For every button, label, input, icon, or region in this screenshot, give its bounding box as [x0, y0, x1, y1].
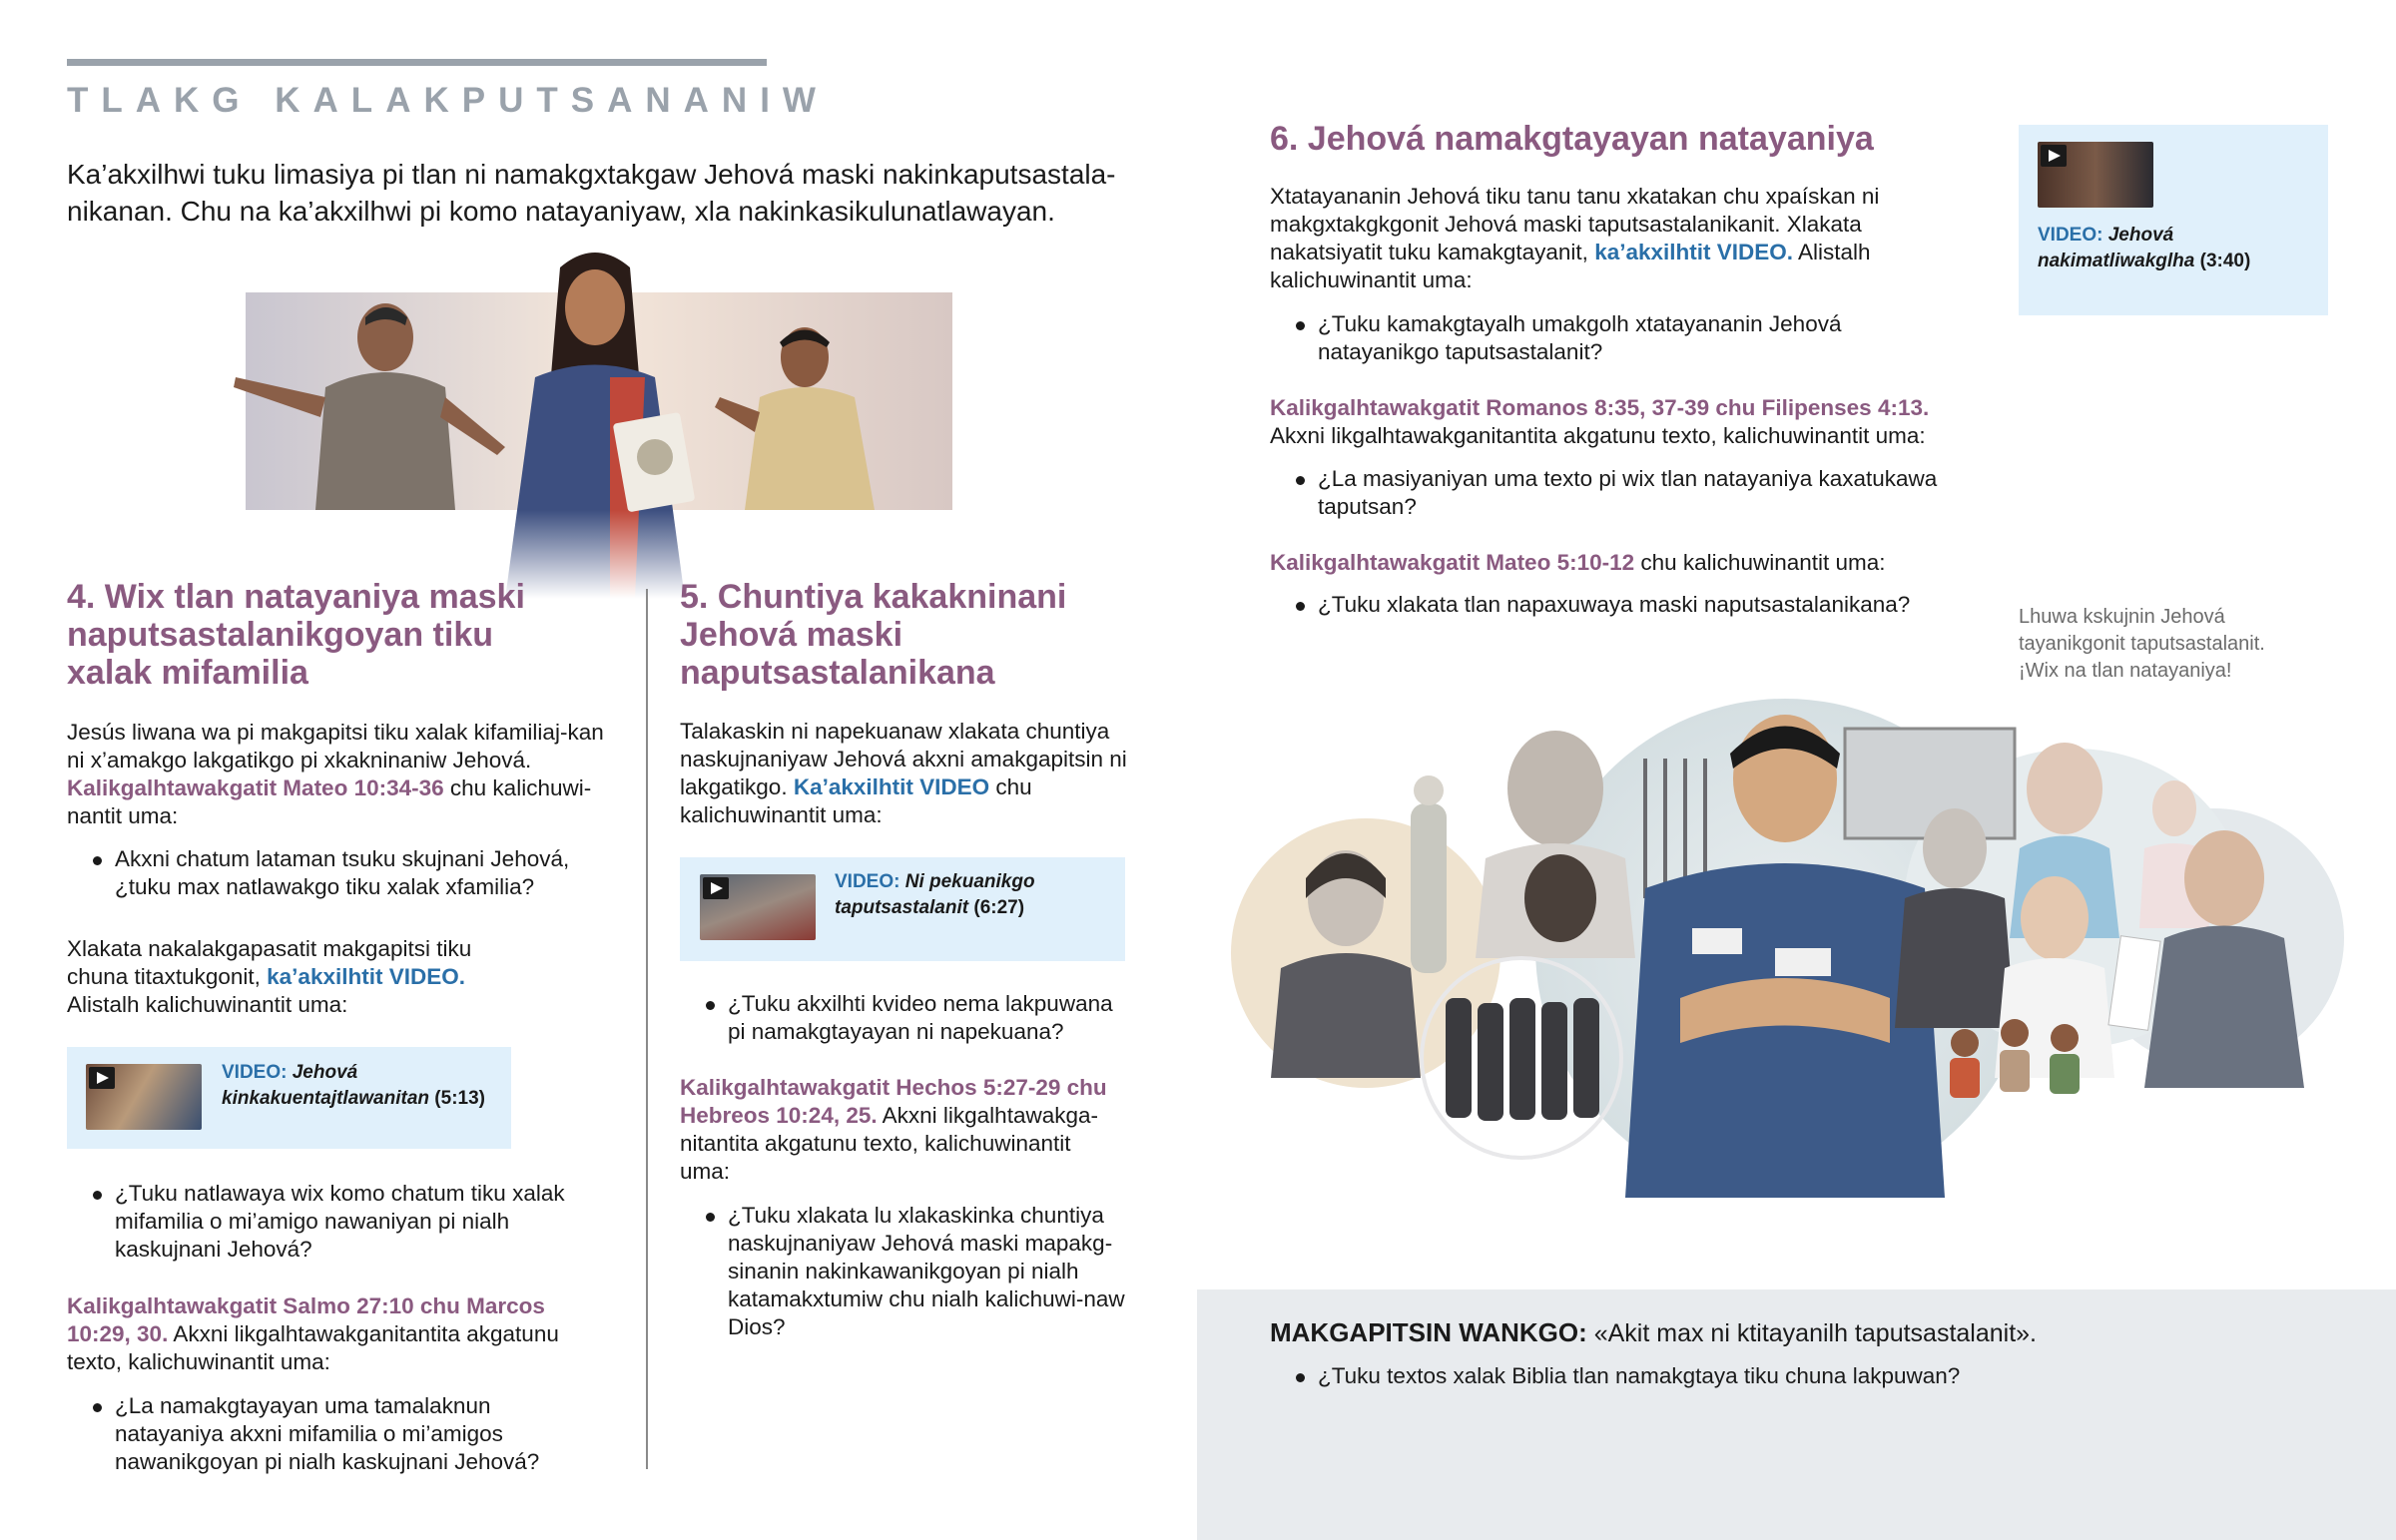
column-divider — [646, 589, 648, 1469]
video-title: Ni pekuanikgo taputsastalanit — [835, 871, 1035, 918]
section5-bullet2: ¿Tuku xlakata lu xlakaskinka chuntiya naskujnaniyaw Jehová maski mapakg-sinanin nakinkawanikgoyan pi nialh katamakxtumiw chu nialh kalichuwi-naw Dios? — [680, 1202, 1129, 1341]
section5-video-thumbnail[interactable] — [700, 874, 816, 940]
section5-video-link[interactable]: Ka’akxilhtit VIDEO — [793, 774, 990, 799]
video-label: VIDEO: — [222, 1062, 288, 1083]
section4-bullet3: ¿La namakgtayayan uma tamalaknun natayaniya akxni mifamilia o mi’amigos nawanikgoyan pi nialh kaskujnani Jehová? — [67, 1392, 576, 1476]
video-title: Jehová nakimatliwakglha — [2038, 225, 2195, 271]
section4-bullet2: ¿Tuku natlawaya wix komo chatum tiku xalak mifamilia o mi’amigo nawaniyan pi nialh kaskujnani Jehová? — [67, 1180, 606, 1264]
section6-bullet3: ¿Tuku xlakata tlan napaxuwaya maski naputsastalanikana? — [1270, 591, 1949, 619]
section6-video-link[interactable]: ka’akxilhtit VIDEO. — [1594, 240, 1794, 264]
section6-p3-tail: chu kalichuwinantit uma: — [1640, 550, 1886, 575]
section5-p2-scripture[interactable]: Kalikgalhtawakgatit Hechos 5:27-29 chu Hebreos 10:24, 25. — [680, 1075, 1107, 1128]
video-label: VIDEO: — [835, 871, 900, 892]
section5-p2-tail: Akxni likgalhtawakga-nitantita akgatunu texto, kalichuwinantit uma: — [680, 1103, 1098, 1184]
section6-bullets3 — [1270, 591, 1949, 619]
intro-text: Ka’akxilhwi tuku limasiya pi tlan ni namakgxtakgaw Jehová maski nakinkaputsastala-nikanan. Chu na ka’akxilhwi pi komo natayaniyaw, xla nakinkasikulunatlawayan. — [67, 159, 1116, 227]
video-duration: (5:13) — [434, 1088, 485, 1109]
section5-heading: 5. Chuntiya kakakninani Jehová maski naputsastalanikana — [680, 578, 1067, 692]
play-icon[interactable] — [2041, 145, 2067, 167]
section6-bullets1 — [1270, 310, 1909, 366]
section5-p1-tail: chu kalichuwinantit uma: — [680, 774, 1032, 827]
section4-heading: 4. Wix tlan natayaniya maski naputsastalanikgoyan tiku xalak mifamilia — [67, 578, 525, 692]
section6-p2-tail: Akxni likgalhtawakganitantita akgatunu texto, kalichuwinantit uma: — [1270, 423, 1926, 448]
section4-paragraph2 — [67, 935, 526, 1019]
video-duration: (6:27) — [973, 897, 1025, 918]
section6-bullet1: ¿Tuku kamakgtayalh umakgolh xtatayananin Jehová natayanikgo taputsastalanit? — [1270, 310, 1909, 366]
section4-video-text — [222, 1060, 501, 1112]
section6-heading: 6. Jehová namakgtayayan natayaniya — [1270, 120, 1874, 158]
section6-p3-scripture[interactable]: Kalikgalhtawakgatit Mateo 5:10-12 — [1270, 550, 1635, 575]
section-title: TLAKG KALAKPUTSANANIW — [67, 81, 829, 120]
question-label: MAKGAPITSIN WANKGO: — [1270, 1317, 1587, 1347]
section5-video-text — [835, 869, 1104, 921]
section6-bullet2: ¿La masiyaniyan uma texto pi wix tlan natayaniya kaxatukawa taputsan? — [1270, 465, 1949, 521]
section5-p1-text: Talakaskin ni napekuanaw xlakata chuntiya naskujnaniyaw Jehová akxni amakgapitsin ni lakgatikgo. — [680, 719, 1127, 799]
section6-video-thumbnail[interactable] — [2038, 142, 2153, 208]
section4-bullets1 — [67, 845, 606, 901]
question-bullets — [1270, 1362, 2268, 1390]
section6-paragraph2 — [1270, 394, 1969, 450]
section5-video-box[interactable] — [680, 857, 1125, 961]
section5-bullet1: ¿Tuku akxilhti kvideo nema lakpuwana pi namakgtayayan ni napekuana? — [680, 990, 1129, 1046]
question-box-heading — [1270, 1316, 2368, 1349]
section5-paragraph2 — [680, 1074, 1119, 1186]
section4-bullet1: Akxni chatum lataman tsuku skujnani Jehová, ¿tuku max natlawakgo tiku xalak xfamilia? — [67, 845, 606, 901]
section6-paragraph1 — [1270, 183, 1969, 294]
section5-paragraph1 — [680, 718, 1129, 829]
question-bullet: ¿Tuku textos xalak Biblia tlan namakgtaya tiku chuna lakpuwan? — [1270, 1362, 2268, 1390]
section6-video-text — [2038, 223, 2297, 274]
section4-p3-scripture[interactable]: Kalikgalhtawakgatit Salmo 27:10 chu Marcos 10:29, 30. — [67, 1293, 545, 1346]
section-rule — [67, 59, 767, 66]
video-title: Jehová kinkakuentajtlawanitan — [222, 1062, 430, 1109]
section4-p2-tail: Alistalh kalichuwinantit uma: — [67, 992, 348, 1017]
play-icon[interactable] — [89, 1067, 115, 1089]
section5-bullets1 — [680, 990, 1129, 1046]
question-quote: «Akit max ni ktitayanilh taputsastalanit». — [1593, 1319, 2038, 1347]
section6-video-box[interactable] — [2019, 125, 2328, 315]
section4-video-thumbnail[interactable] — [86, 1064, 202, 1130]
section6-p2-scripture[interactable]: Kalikgalhtawakgatit Romanos 8:35, 37-39 chu Filipenses 4:13. — [1270, 395, 1930, 420]
play-icon[interactable] — [703, 877, 729, 899]
question-box — [1197, 1289, 2396, 1540]
video-duration: (3:40) — [2199, 251, 2251, 271]
section5-bullets2 — [680, 1202, 1129, 1341]
section4-p3-tail: Akxni likgalhtawakganitantita akgatunu texto, kalichuwinantit uma: — [67, 1321, 559, 1374]
witnesses-illustration — [1226, 699, 2354, 1208]
section4-p1-text: Jesús liwana wa pi makgapitsi tiku xalak kifamiliaj-kan ni x’amakgo lakgatikgo pi xkakninaniw Jehová. — [67, 720, 604, 772]
section4-paragraph1 — [67, 719, 616, 830]
section6-p1-text: Xtatayananin Jehová tiku tanu tanu xkatakan chu xpaískan ni makgxtakgkgonit Jehová maski taputsastalanikanit. Xlakata nakatsiyatit tuku kamakgtayanit, — [1270, 184, 1880, 264]
family-illustration — [216, 248, 966, 599]
section6-bullets2 — [1270, 465, 1949, 521]
section4-p1-scripture[interactable]: Kalikgalhtawakgatit Mateo 10:34-36 — [67, 775, 444, 800]
section4-bullets2 — [67, 1180, 606, 1264]
section4-paragraph3 — [67, 1292, 586, 1376]
section4-p1-tail: chu kalichuwi-nantit uma: — [67, 775, 592, 828]
section4-video-link[interactable]: ka’akxilhtit VIDEO. — [267, 964, 465, 989]
section6-p1-tail: Alistalh kalichuwinantit uma: — [1270, 240, 1871, 292]
section4-bullets3 — [67, 1392, 576, 1476]
section6-paragraph3 — [1270, 549, 1969, 577]
section4-video-box[interactable] — [67, 1047, 511, 1149]
illustration-caption: Lhuwa kskujnin Jehová tayanikgonit taputsastalanit. ¡Wix na tlan natayaniya! — [2019, 606, 2265, 682]
video-label: VIDEO: — [2038, 225, 2103, 246]
section4-p2-text: Xlakata nakalakgapasatit makgapitsi tiku chuna titaxtukgonit, — [67, 936, 472, 989]
